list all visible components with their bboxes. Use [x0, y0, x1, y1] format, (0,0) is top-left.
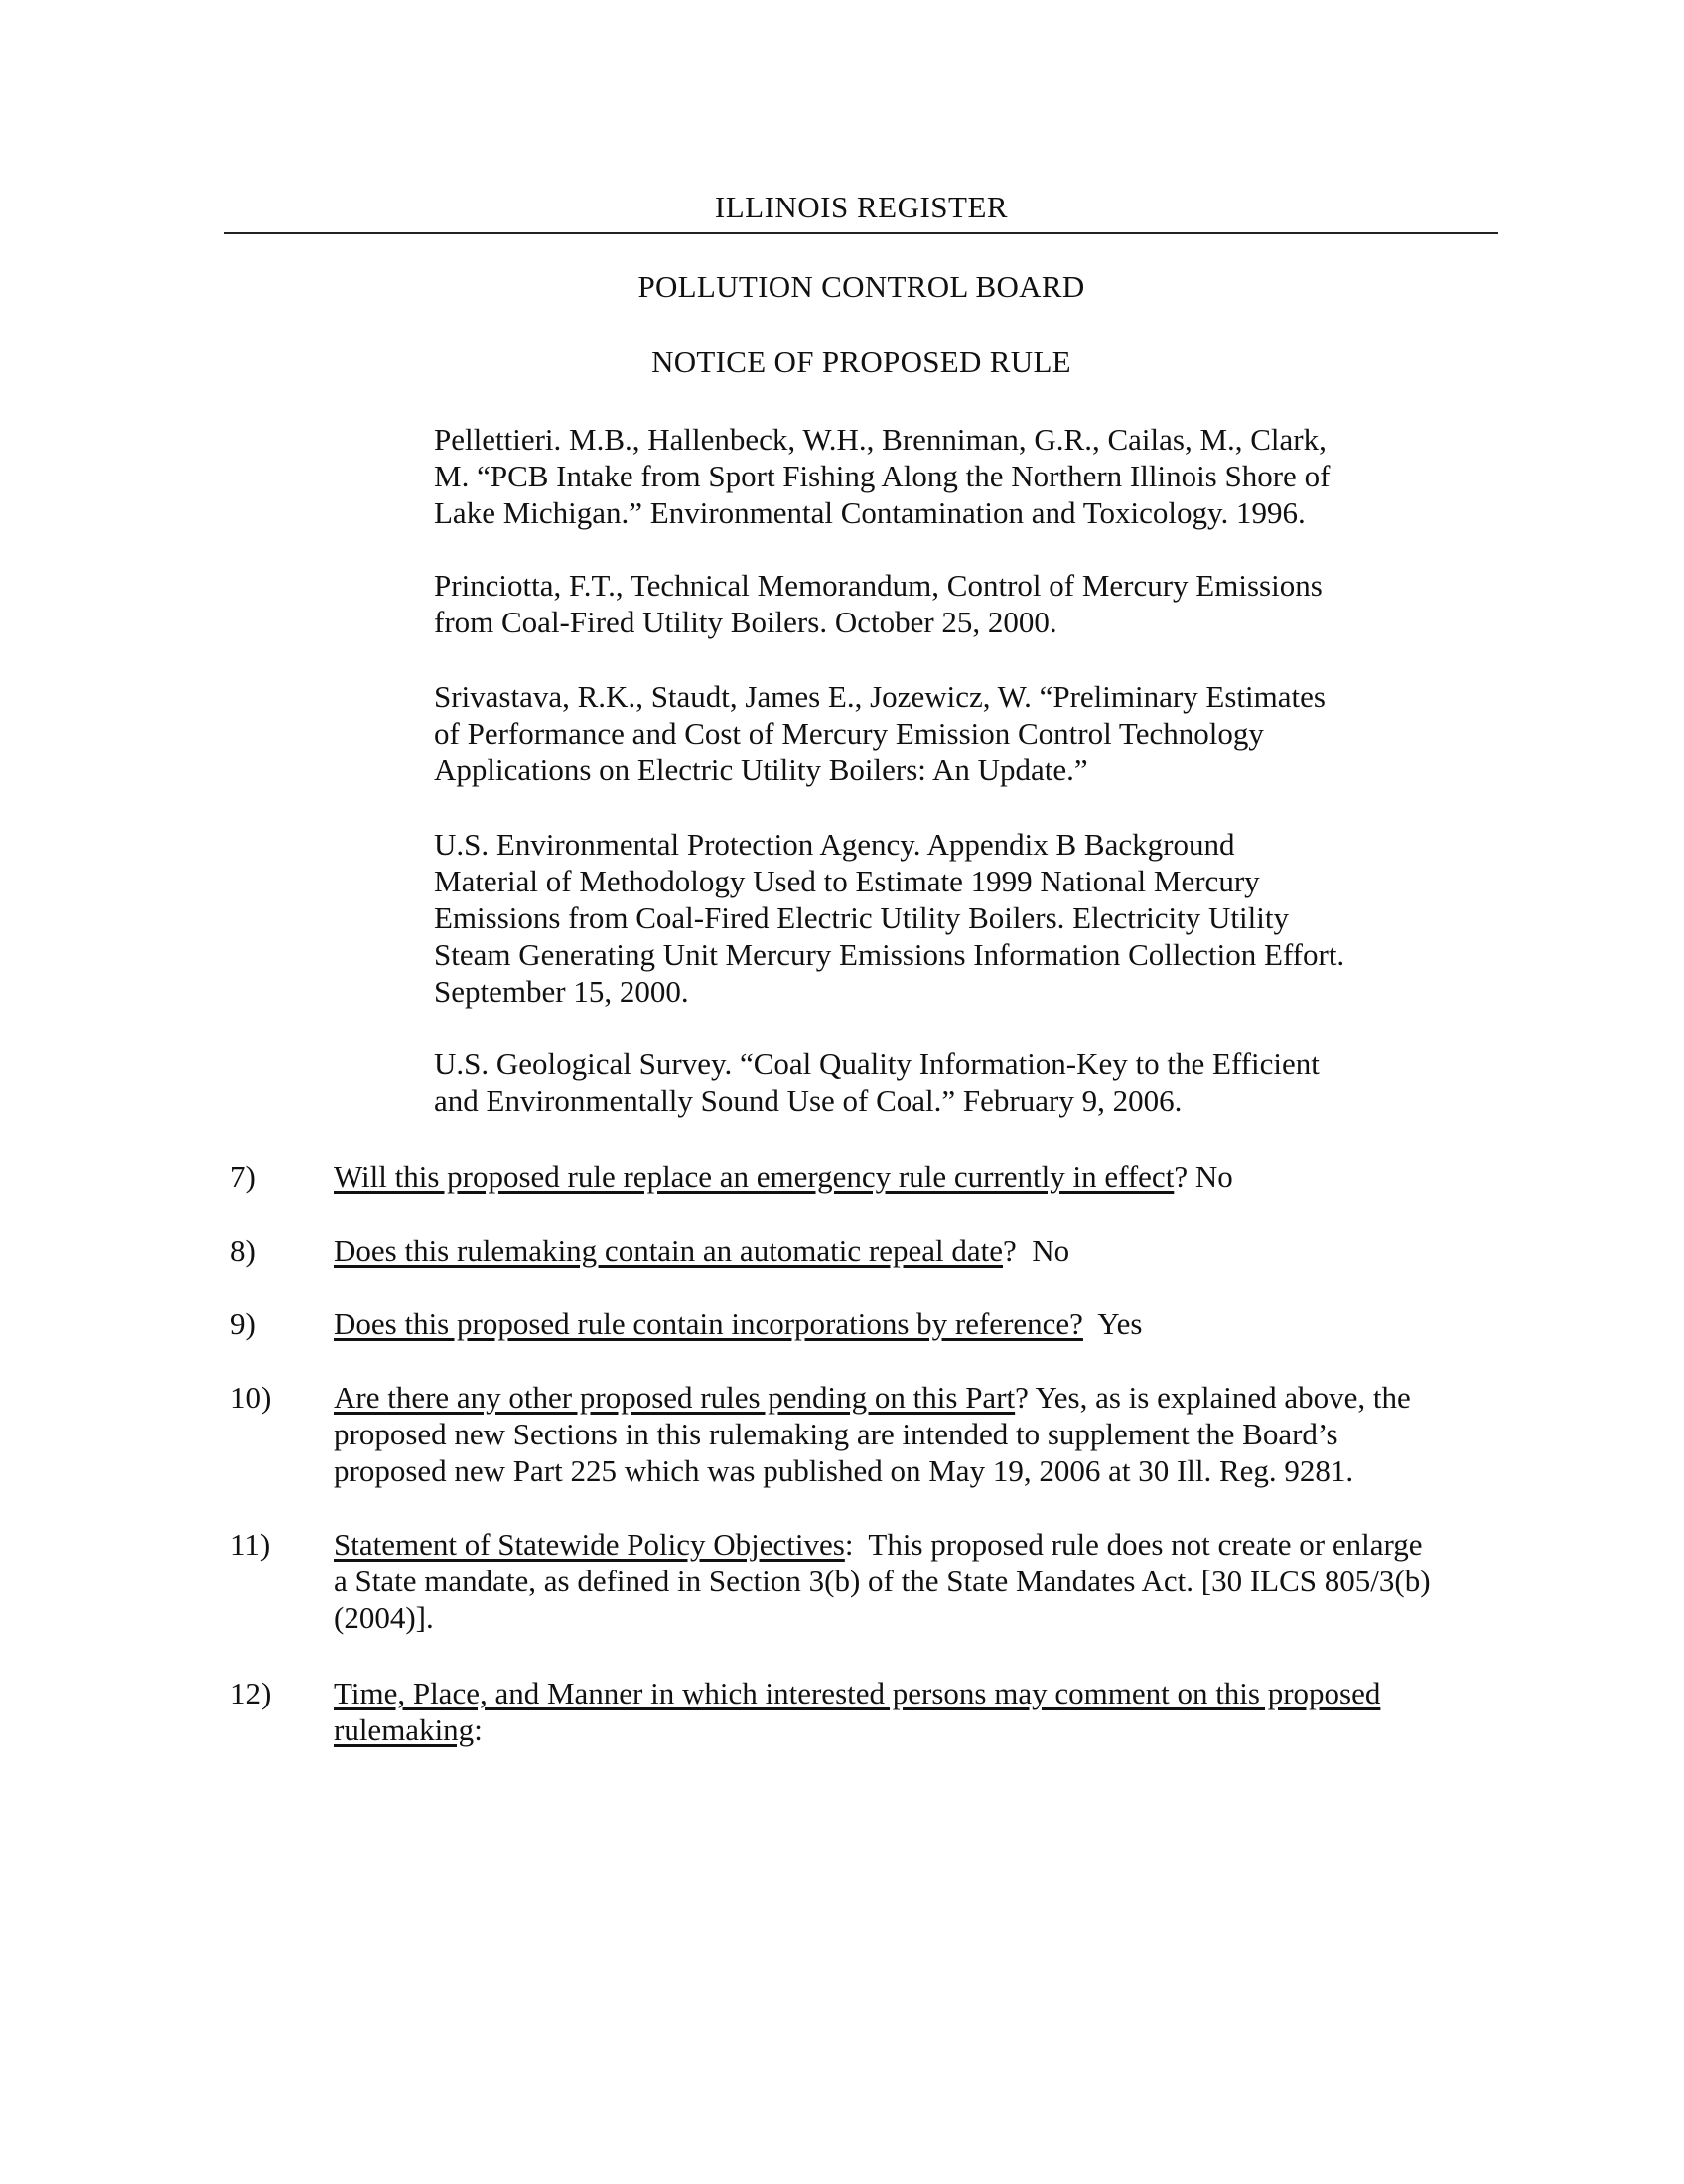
reference-line: from Coal-Fired Utility Boilers. October 25, 2000. — [434, 605, 1057, 639]
item-number: 12) — [230, 1676, 272, 1710]
item-answer-line: (2004)]. — [334, 1600, 434, 1635]
item-question: rulemaking — [334, 1712, 475, 1747]
item-answer: Yes — [1082, 1306, 1143, 1341]
reference-line: U.S. Geological Survey. “Coal Quality Information-Key to the Efficient — [434, 1046, 1320, 1081]
reference-line: Applications on Electric Utility Boilers: An Update.” — [434, 752, 1088, 787]
reference-line: Material of Methodology Used to Estimate 1999 National Mercury — [434, 864, 1260, 898]
notice-title: NOTICE OF PROPOSED RULE — [651, 344, 1071, 379]
reference-line: September 15, 2000. — [434, 974, 689, 1009]
item-answer: : This proposed rule does not create or enlarge — [844, 1527, 1423, 1562]
item-answer: ? Yes, as is explained above, the — [1015, 1380, 1411, 1415]
item-number: 9) — [230, 1306, 256, 1341]
reference-line: and Environmentally Sound Use of Coal.” February 9, 2006. — [434, 1083, 1183, 1118]
item-body — [334, 1232, 1495, 1269]
reference-usgs — [434, 1045, 1427, 1119]
item-answer-line: a State mandate, as defined in Section 3(b) of the State Mandates Act. [30 ILCS 805/3(b) — [334, 1564, 1431, 1598]
reference-line: Srivastava, R.K., Staudt, James E., Jozewicz, W. “Preliminary Estimates — [434, 679, 1326, 714]
item-body — [334, 1526, 1495, 1636]
item-body — [334, 1379, 1495, 1489]
reference-line: Princiotta, F.T., Technical Memorandum, Control of Mercury Emissions — [434, 568, 1323, 603]
item-body — [334, 1159, 1495, 1195]
register-title: ILLINOIS REGISTER — [714, 190, 1009, 224]
item-number: 8) — [230, 1233, 256, 1268]
item-question: Will this proposed rule replace an emergency rule currently in effect — [334, 1160, 1175, 1194]
reference-pellettieri — [434, 421, 1427, 531]
reference-line: of Performance and Cost of Mercury Emission Control Technology — [434, 716, 1264, 751]
reference-line: Emissions from Coal-Fired Electric Utility Boilers. Electricity Utility — [434, 900, 1289, 935]
item-question: Does this proposed rule contain incorporations by reference? — [334, 1306, 1083, 1341]
reference-line: Pellettieri. M.B., Hallenbeck, W.H., Brenniman, G.R., Cailas, M., Clark, — [434, 422, 1327, 457]
item-number: 10) — [230, 1380, 272, 1415]
board-name: POLLUTION CONTROL BOARD — [637, 269, 1085, 304]
item-number: 11) — [230, 1527, 271, 1562]
item-answer: : — [474, 1712, 483, 1747]
item-answer: ? No — [1003, 1233, 1070, 1268]
item-number: 7) — [230, 1160, 256, 1194]
item-question: Are there any other proposed rules pending on this Part — [334, 1380, 1016, 1415]
reference-line: M. “PCB Intake from Sport Fishing Along the Northern Illinois Shore of — [434, 459, 1331, 493]
reference-line: Steam Generating Unit Mercury Emissions Information Collection Effort. — [434, 937, 1345, 972]
reference-line: U.S. Environmental Protection Agency. Appendix B Background — [434, 827, 1235, 862]
reference-usepa — [434, 826, 1427, 1010]
item-body — [334, 1305, 1495, 1342]
reference-line: Lake Michigan.” Environmental Contamination and Toxicology. 1996. — [434, 495, 1306, 530]
reference-srivastava — [434, 678, 1427, 788]
item-answer-line: proposed new Sections in this rulemaking are intended to supplement the Board’s — [334, 1417, 1338, 1451]
reference-princiotta — [434, 567, 1427, 640]
item-body — [334, 1675, 1495, 1748]
item-question: Does this rulemaking contain an automatic repeal date — [334, 1233, 1004, 1268]
item-answer: ? No — [1174, 1160, 1233, 1194]
header-divider — [224, 232, 1498, 234]
item-answer-line: proposed new Part 225 which was published on May 19, 2006 at 30 Ill. Reg. 9281. — [334, 1453, 1354, 1488]
item-question: Statement of Statewide Policy Objectives — [334, 1527, 845, 1562]
item-question: Time, Place, and Manner in which interested persons may comment on this proposed — [334, 1676, 1381, 1710]
